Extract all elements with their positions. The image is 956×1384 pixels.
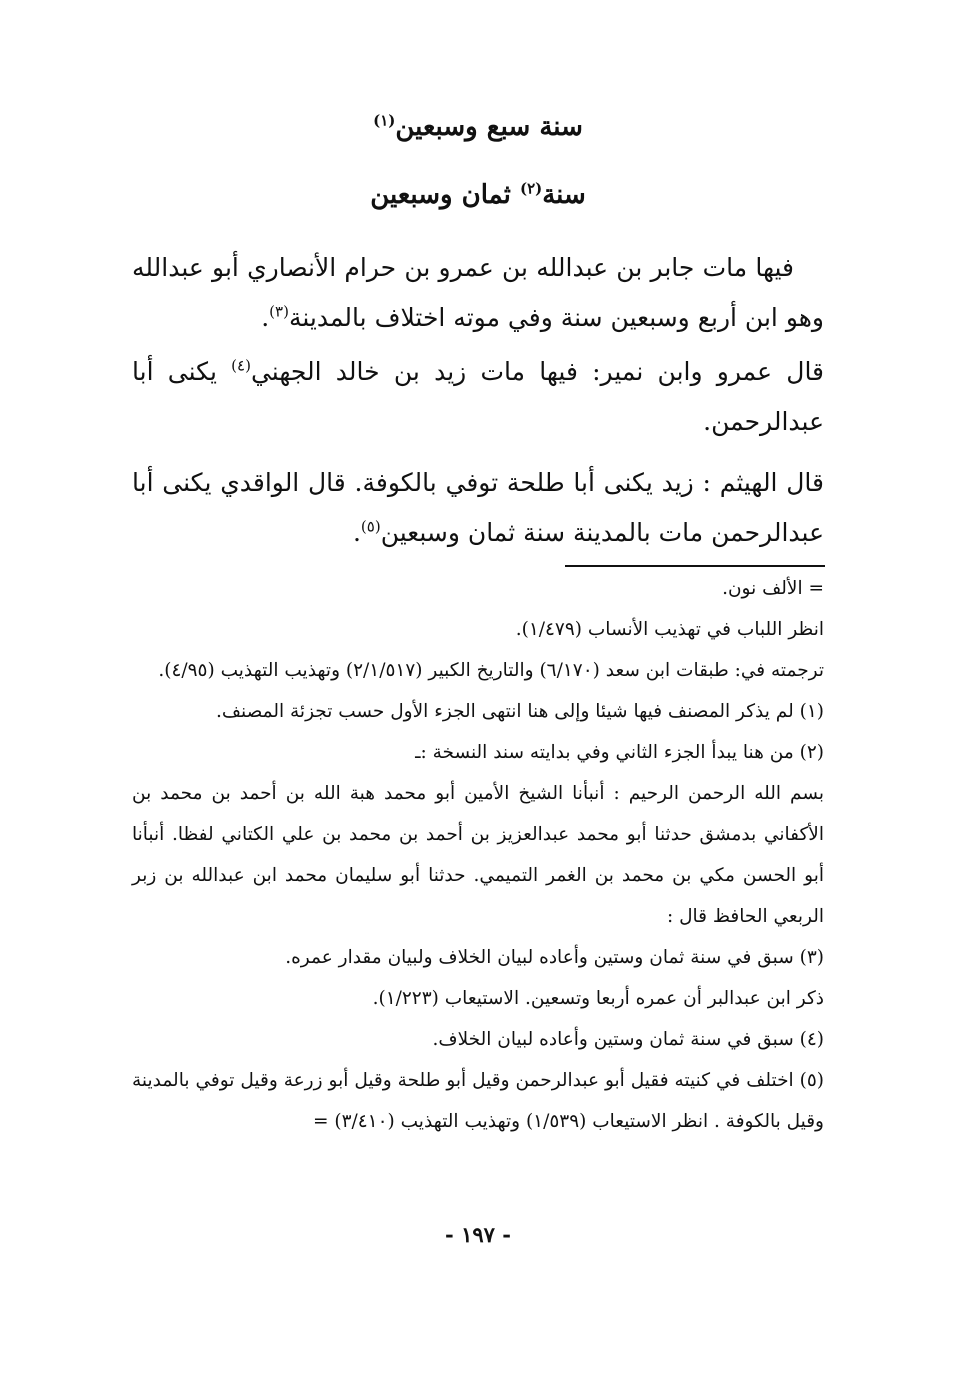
footnote-marker-2: (٢) (519, 179, 543, 198)
paragraph-3-end: . (352, 518, 361, 547)
body-paragraph-1 (132, 243, 824, 343)
footnote-separator (565, 565, 825, 567)
body-paragraph-3 (132, 458, 824, 558)
year-heading-77 (0, 112, 956, 142)
year-heading-77-text: سنة سبع وسبعين (395, 112, 583, 142)
footnote-3-continuation: ذكر ابن عبدالبر أن عمره أربعا وتسعين. الاستيعاب (١/٢٢٣). (372, 988, 824, 1009)
year-heading-78-text: ثمان وسبعين (370, 180, 511, 210)
body-paragraph-2 (132, 347, 824, 447)
footnote-3: (٣) سبق في سنة ثمان وستين وأعاده لبيان الخلاف ولبيان مقدار عمره. (285, 947, 824, 968)
footnote-5: (٥) اختلف في كنيته فقيل أبو عبدالرحمن وقيل أبو طلحة وقيل أبو زرعة وقيل توفي بالمدينة وقيل بالكوفة . انظر الاستيعاب (١/٥٣٩) وتهذيب التهذيب (٣/٤١٠) = (132, 1070, 824, 1132)
footnote-marker-1: (١) (373, 111, 396, 130)
footnote-carryover-1: = الألف نون. (722, 578, 824, 599)
footnote-4: (٤) سبق في سنة ثمان وستين وأعاده لبيان الخلاف. (432, 1029, 824, 1050)
paragraph-1-end: . (261, 303, 270, 332)
page-number: - ١٩٧ - (445, 1222, 511, 1247)
footnote-carryover-3: ترجمته في: طبقات ابن سعد (٦/١٧٠) والتاريخ الكبير (٢/١/٥١٧) وتهذيب التهذيب (٤/٩٥). (158, 660, 824, 681)
footnote-carryover-2: انظر اللباب في تهذيب الأنساب (١/٤٧٩). (515, 619, 824, 640)
paragraph-2-text: قال عمرو وابن نمير: فيها مات زيد بن خالد الجهني (250, 357, 825, 386)
footnote-marker-5: (٥) (360, 517, 381, 536)
paragraph-1-text: فيها مات جابر بن عبدالله بن عمرو بن حرام الأنصاري أبو عبدالله وهو ابن أربع وسبعين سنة وفي موته اختلاف بالمدينة (132, 253, 824, 332)
footnote-2: (٢) من هنا يبدأ الجزء الثاني وفي بدايته سند النسخة :ـ (415, 742, 824, 763)
paragraph-2-end: يكنى أبا عبدالرحمن. (132, 357, 824, 436)
footnote-1: (١) لم يذكر المصنف فيها شيئا وإلى هنا انتهى الجزء الأول حسب تجزئة المصنف. (216, 701, 824, 722)
footnote-marker-4: (٤) (231, 356, 251, 375)
footnote-2-continuation: بسم الله الرحمن الرحيم : أنبأنا الشيخ الأمين أبو محمد هبة الله بن أحمد بن محمد بن الأكفاني بدمشق حدثنا أبو محمد عبدالعزيز بن أحمد بن محمد بن علي الكتاني لفظا. أنبأنا أبو الحسن مكي بن محمد بن الغمر التميمي. حدثنا أبو سليمان محمد ابن عبدالله بن زبر الربعي الحافظ قال : (132, 783, 824, 927)
footnotes (132, 568, 824, 1142)
year-heading-78 (0, 180, 956, 210)
footnote-marker-3: (٣) (269, 302, 289, 321)
year-heading-78-word: سنة (542, 180, 586, 210)
paragraph-3-text: قال الهيثم : زيد يكنى أبا طلحة توفي بالكوفة. قال الواقدي يكنى أبا عبدالرحمن مات بالمدينة سنة ثمان وسبعين (132, 468, 824, 547)
